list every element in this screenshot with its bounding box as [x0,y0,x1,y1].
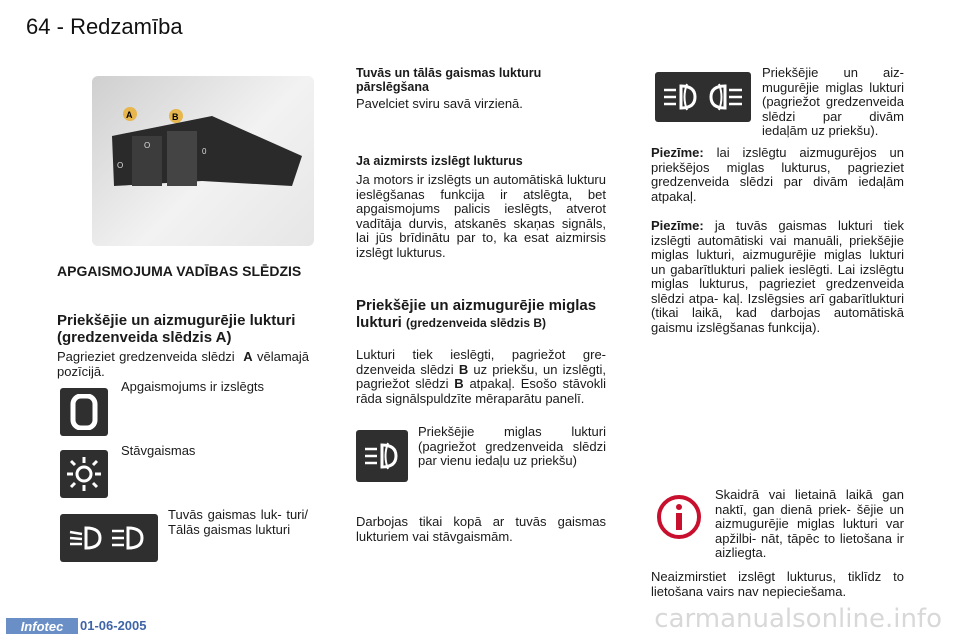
fog-lights-text: Lukturi tiek ieslēgti, pagriežot gre- dzenveida slēdzi B uz priekšu, un izslēgti, pagriežot slēdzi B atpakaļ. Esošo stāvokli rāda signālspuldzīte mēraparātu panelī. [356,347,607,406]
headlight-icon [60,514,158,562]
item-headlights: Tuvās gaismas luk- turi/ Tālās gaismas lukturi [168,507,308,537]
heading-fog-lights: Priekšējie un aizmugurējie miglas lukturi (gredzenveida slēdzis B) [356,297,597,331]
info-warning-text: Skaidrā vai lietainā laikā gan naktī, gan dienā priek- šējie un aizmugurējie miglas lukturi var apžilbi- nāt, tāpēc to lietošana ir aizliegta. [715,487,904,560]
rear-fog-text: Priekšējie un aiz- mugurējie miglas lukturi (pagriežot gredzenveida slēdzi par divām iedaļām uz priekšu). [762,65,904,138]
main-heading: APGAISMOJUMA VADĪBAS SLĒDZIS [57,263,302,279]
heading-forgot-lights: Ja aizmirsts izslēgt lukturus [356,154,523,168]
svg-text:0: 0 [202,147,207,156]
svg-text:A: A [126,110,133,120]
svg-text:B: B [172,112,179,122]
page-header [26,14,183,40]
light-stalk-icon [92,76,314,246]
svg-text:O: O [144,141,151,150]
forgot-lights-text: Ja motors ir izslēgts un automātiskā lukturu ieslēgšanas funkcija ir atslēgta, bet apgaismojums palicis ieslēgts, atverot vadītāja durvis, atskanēs skaņas signāls, lai jūs brīdinātu par to, ka esat aizmirsis izslēgt lukturus. [356,172,606,260]
stalk-photo [92,76,314,246]
brand-logo: Infotec [6,618,78,634]
page-title: Redzamība [70,14,183,39]
zero-symbol-icon [60,388,108,436]
note-1: Piezīme: lai izslēgtu aizmugurējos un priekšējos miglas lukturus, pagrieziet gredzenveida slēdzi par divām iedaļām atpakaļ. [651,145,904,204]
info-icon [656,494,702,540]
front-rear-fog-icon [655,72,751,122]
front-fog-text: Priekšējie miglas lukturi (pagriežot gredzenveida slēdzi par vienu iedaļu uz priekšu) [418,424,606,468]
header-separator: - [56,14,64,39]
front-fog-icon [356,430,408,482]
reminder-text: Neaizmirstiet izslēgt lukturus, tiklīdz to lietošana vairs nav nepieciešama. [651,569,904,599]
section-heading-rings-a: Priekšējie un aizmugurējie lukturi (gredzenveida slēdzis A) [57,312,296,346]
heading-dip-switch: Tuvās un tālās gaismas lukturu pārslēgšana [356,66,542,94]
fog-note-text: Darbojas tikai kopā ar tuvās gaismas lukturiem vai stāvgaismām. [356,514,606,544]
item-lights-off: Apgaismojums ir izslēgts [121,379,265,394]
intro-paragraph: Pagrieziet gredzenveida slēdzi A vēlamajā pozīcijā. [57,349,309,379]
sidelight-icon [60,450,108,498]
note-2: Piezīme: ja tuvās gaismas lukturi tiek izslēgti automātiski vai manuāli, priekšējie miglas lukturi, aizmugurējie miglas lukturi un gabarītlukturi paliek ieslēgti. Lai izslēgtu miglas lukturus, pagrieziet gredzenveida slēdzi atpa- kaļ. Izslēgsies arī gabarītlukturi (tikai laikā, kad darbojas automātiskā gaismu izslēgšanas funkcija). [651,218,904,335]
svg-text:O: O [117,161,124,170]
watermark: carmanualsonline.info [654,604,942,634]
footer-date: 01-06-2005 [80,618,147,633]
page-number: 64 [26,14,51,39]
dip-switch-text: Pavelciet sviru savā virzienā. [356,96,523,111]
item-sidelights: Stāvgaismas [121,443,196,458]
